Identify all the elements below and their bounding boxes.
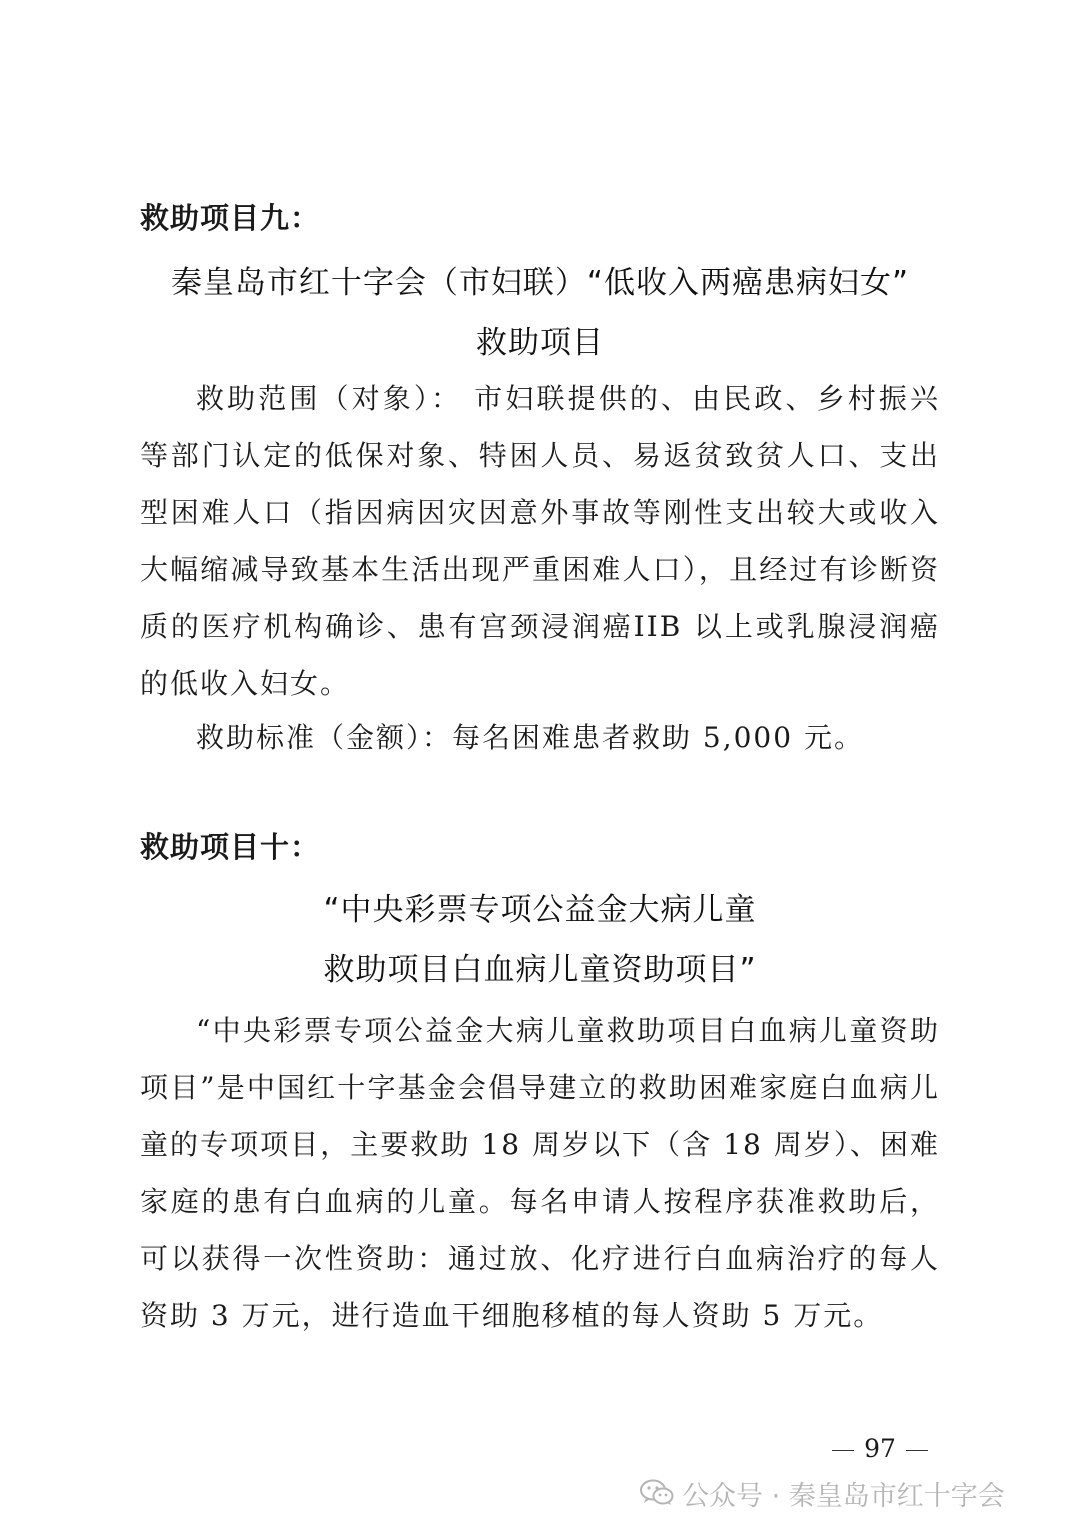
- section-10-title-line2: 救助项目白血病儿童资助项目”: [323, 952, 757, 988]
- dash-right: [906, 1450, 928, 1452]
- section-10-title: [120, 880, 960, 1000]
- wechat-icon: [640, 1479, 674, 1507]
- page-number-value: 97: [864, 1434, 896, 1463]
- section-9-title-line1: 秦皇岛市红十字会（市妇联）“低收入两癌患病妇女”: [170, 265, 910, 301]
- section-9-label: 救助项目九：: [140, 201, 321, 235]
- watermark: [640, 1473, 1005, 1513]
- section-9-title-line2: 救助项目: [476, 325, 604, 361]
- section-9-standard: 救助标准（金额）：每名困难患者救助 5,000 元。: [196, 721, 864, 754]
- section-10-body-paragraph: “中央彩票专项公益金大病儿童救助项目白血病儿童资助项目”是中国红十字基金会倡导建立的救助困难家庭白血病儿童的专项项目，主要救助 18 周岁以下（含 18 周岁）、困难家庭的患有白血病的儿童。每名申请人按程序获准救助后，可以获得一次性资助：通过放、化疗进行白血病治疗的每人资助 3 万元，进行造血干细胞移植的每人资助 5 万元。: [140, 1014, 940, 1332]
- section-10-label: 救助项目十：: [140, 830, 321, 864]
- section-10-title-line1: “中央彩票专项公益金大病儿童: [323, 892, 757, 928]
- dash-left: [832, 1450, 854, 1452]
- page-number: [820, 1433, 940, 1465]
- watermark-text: 公众号 · 秦皇岛市红十字会: [682, 1480, 1005, 1512]
- section-9-title: [120, 253, 960, 373]
- section-9-scope-paragraph: 救助范围（对象）： 市妇联提供的、由民政、乡村振兴等部门认定的低保对象、特困人员、易返贫致贫人口、支出型困难人口（指因病因灾因意外事故等刚性支出较大或收入大幅缩减导致基本生活出现严重困难人口），且经过有诊断资质的医疗机构确诊、患有宫颈浸润癌IIB 以上或乳腺浸润癌的低收入妇女。: [140, 382, 940, 700]
